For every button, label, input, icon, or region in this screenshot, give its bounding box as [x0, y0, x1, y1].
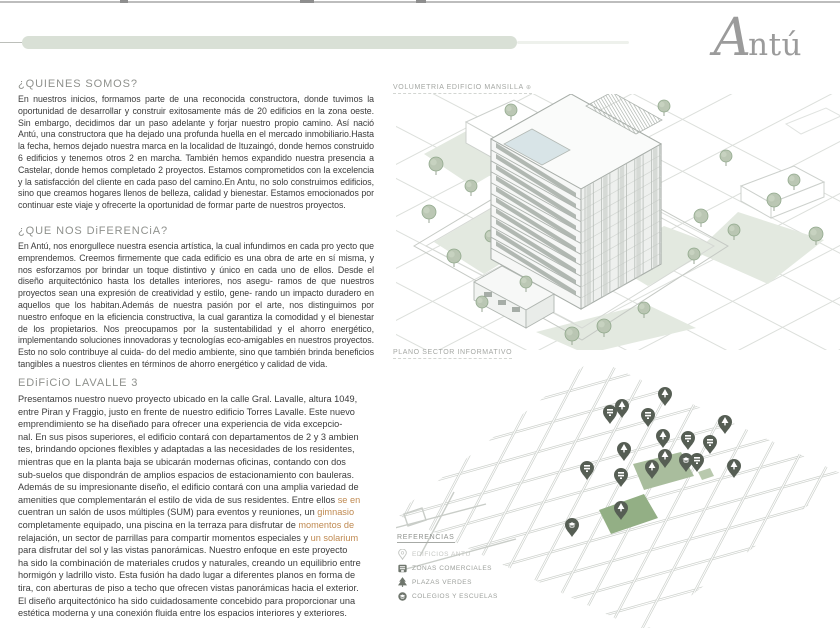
paragraph-line: para disfrutar del sol y las vistas panorámicas. Nuestro enfoque en este proyecto: [18, 545, 348, 556]
paragraph-line: hormigón y ladrillo visto. Esta fusión ha dado lugar a diferentes planos en forma de: [18, 570, 356, 581]
paragraph-line: Además de su impresionante diseño, el edificio contará con una amplia variedad de: [18, 482, 359, 493]
map-pin-building: [603, 405, 617, 424]
lavalle-paragraph: [18, 393, 374, 620]
brand-logo: [713, 8, 802, 68]
section-heading: ¿QUE NOS DiFERENCiA?: [18, 225, 169, 237]
legend-item-label: COLEGIOS Y ESCUELAS: [412, 592, 498, 600]
paragraph-line: emprendimiento se ha diseñado para ofrecer una experiencia de vida excepcio-: [18, 419, 343, 430]
accent-bar-connector: [0, 42, 22, 43]
legend-items: [397, 547, 527, 603]
legend-title: REFERENCIAS: [397, 534, 455, 541]
legend-item-label: EDIFICIOS ANTU: [412, 550, 471, 558]
plan-label: [393, 349, 512, 359]
legend-item-label: ZONAS COMERCIALES: [412, 564, 493, 572]
paragraph-line: sub-suelos que dispondrán de amplios espacios de estacionamiento con bauleras.: [18, 469, 355, 480]
map-pin-building: [580, 461, 594, 480]
map-pin-school: [565, 518, 579, 537]
paragraph-line: mientras que en la planta baja se ubicarán modernas oficinas, contando con dos: [18, 456, 346, 467]
paragraph-line: nal. En sus pisos superiores, el edificio contará con departamentos de 2 y 3 ambien: [18, 431, 359, 442]
volumetry-label-text: VOLUMETRIA EDIFICIO MANSILLA: [393, 84, 524, 91]
paragraph-line: cuentran un salón de usos múltiples (SUM) para eventos y reuniones, un gimnasio: [18, 507, 355, 518]
legend-item: [397, 589, 527, 603]
highlighted-text: se en: [337, 494, 361, 505]
scan-mark: [300, 0, 314, 3]
map-pin-building: [641, 408, 655, 427]
paragraph-line: tira, con aberturas de piso a techo que ofrecen vistas panorámicas hacia el exterior.: [18, 582, 359, 593]
brand-logo-rest: ntú: [748, 27, 802, 63]
paragraph-line: Presentamos nuestro nuevo proyecto ubicado en la calle Gral. Lavalle, altura 1049,: [18, 394, 358, 404]
school-icon: [397, 592, 407, 601]
scan-mark: [416, 0, 426, 3]
pin-outline-icon: [397, 549, 407, 560]
brand-logo-initial: A: [713, 8, 749, 68]
map-pin-building: [681, 431, 695, 450]
section-heading: EDiFiCiO LAVALLE 3: [18, 377, 139, 389]
paragraph-line: tes, brindando opciones flexibles y adaptadas a las necesidades de los residentes,: [18, 444, 355, 455]
accent-bar: [22, 36, 517, 49]
legend-item: [397, 575, 527, 589]
legend-item-label: PLAZAS VERDES: [412, 578, 472, 586]
section-heading: ¿QUIENES SOMOS?: [18, 78, 138, 90]
map-legend: [397, 526, 527, 603]
paragraph-line: completamente equipado, una piscina en la terraza para disfrutar de momentos de: [18, 519, 355, 530]
highlighted-text: momentos de: [298, 519, 355, 530]
compass-icon: ⊕: [525, 85, 532, 91]
commercial-icon: [397, 564, 407, 573]
plan-label-text: PLANO SECTOR INFORMATIVO: [393, 349, 513, 356]
accent-bar-extension: [517, 41, 629, 44]
map-pin-tree: [615, 399, 629, 418]
volumetry-label: [393, 84, 532, 94]
paragraph-line: estética moderna y una conexión fluida entre los espacios interiores y exteriores.: [18, 608, 347, 619]
map-pin-building: [703, 435, 717, 454]
legend-item: [397, 561, 527, 575]
map-pin-tree: [718, 415, 732, 434]
section-edificio-lavalle: [18, 377, 374, 620]
map-pin-building: [614, 468, 628, 487]
scan-mark: [120, 0, 128, 3]
paragraph-line: entre Piran y Fraggio, justo en frente de nuestro edificio Torres Lavalle. Este nuevo: [18, 406, 355, 417]
section-quienes-somos: [18, 78, 374, 212]
paragraph-line: relajación, un sector de parrillas para compartir momentos especiales y un solarium: [18, 532, 359, 543]
section-que-nos-diferencia: [18, 225, 374, 371]
legend-item: [397, 547, 527, 561]
paragraph-line: amenities que complementarán el estilo de vida de sus residentes. Entre ellos se en: [18, 494, 361, 505]
highlighted-text: gimnasio: [317, 507, 355, 518]
map-pin-tree: [658, 387, 672, 406]
building-volumetry-illustration: [396, 94, 840, 350]
paragraph-line: El diseño arquitectónico ha sido cuidadosamente concebido para proporcionar una: [18, 595, 356, 606]
section-paragraph: En Antú, nos enorgullece nuestra esencia artística, la cual infundimos en cada pro yecto que emprendemos. Creemos firmemente que cada edificio es una obra de arte en sí misma, y nos esforzamos por brindar un toque distintivo y único en cada uno de ellos. Desde el diseño arquitectónico hasta los detalles interiores, nos asegu- ramos de que nuestros proyectos sean una expresión de creatividad y estilo, gene- rando un impacto duradero en aquellos que los habitan.Además de nuestra pasión por el arte, nos distinguimos por nuestro enfoque en la eficiencia constructiva, la cual garantiza la comodidad y el bienestar de los propietarios. Nos preocupamos por la sustentabilidad y el ahorro energético, implementando soluciones innovadoras y tecnologías eco-amigables en nuestros proyectos. Esto no solo contribuye al cuida- do del medio ambiente, sino que también brinda beneficios tangibles a nuestros clientes en términos de ahorro energético y calidad de vida.: [18, 241, 374, 369]
section-paragraph: En nuestros inicios, formamos parte de una reconocida constructora, donde tuvimos la oportunidad de desarrollar y construir exitosamente más de 20 edificios en la zona oeste. Sin embargo, decidimos dar un paso adelante y forjar nuestro propio camino. Así nació Antú, una constructora que ha dejado una profunda huella en el mercado inmobiliario.Hasta la fecha, hemos dejado nuestra marca en la localidad de Ituzaingó, donde hemos construido 6 edificios y tenemos otros 2 en marcha. También hemos expandido nuestra presencia a Castelar, donde hemos completado 2 proyectos. Estamos comprometidos con la excelencia y la satisfacción del cliente en cada paso del camino.En Antu, no solo construimos edificios, sino que creamos hogares llenos de belleza, calidad y bienestar. Estamos emocionados por continuar este viaje y ofrecerte la oportunidad de formar parte de nuestros proyectos.: [18, 94, 374, 211]
paragraph-line: ha sido la combinación de materiales crudos y naturales, creando un equilibrio entre: [18, 557, 361, 568]
map-pin-tree: [617, 442, 631, 461]
highlighted-text: un solarium: [310, 532, 359, 543]
tree-icon: [397, 577, 407, 587]
